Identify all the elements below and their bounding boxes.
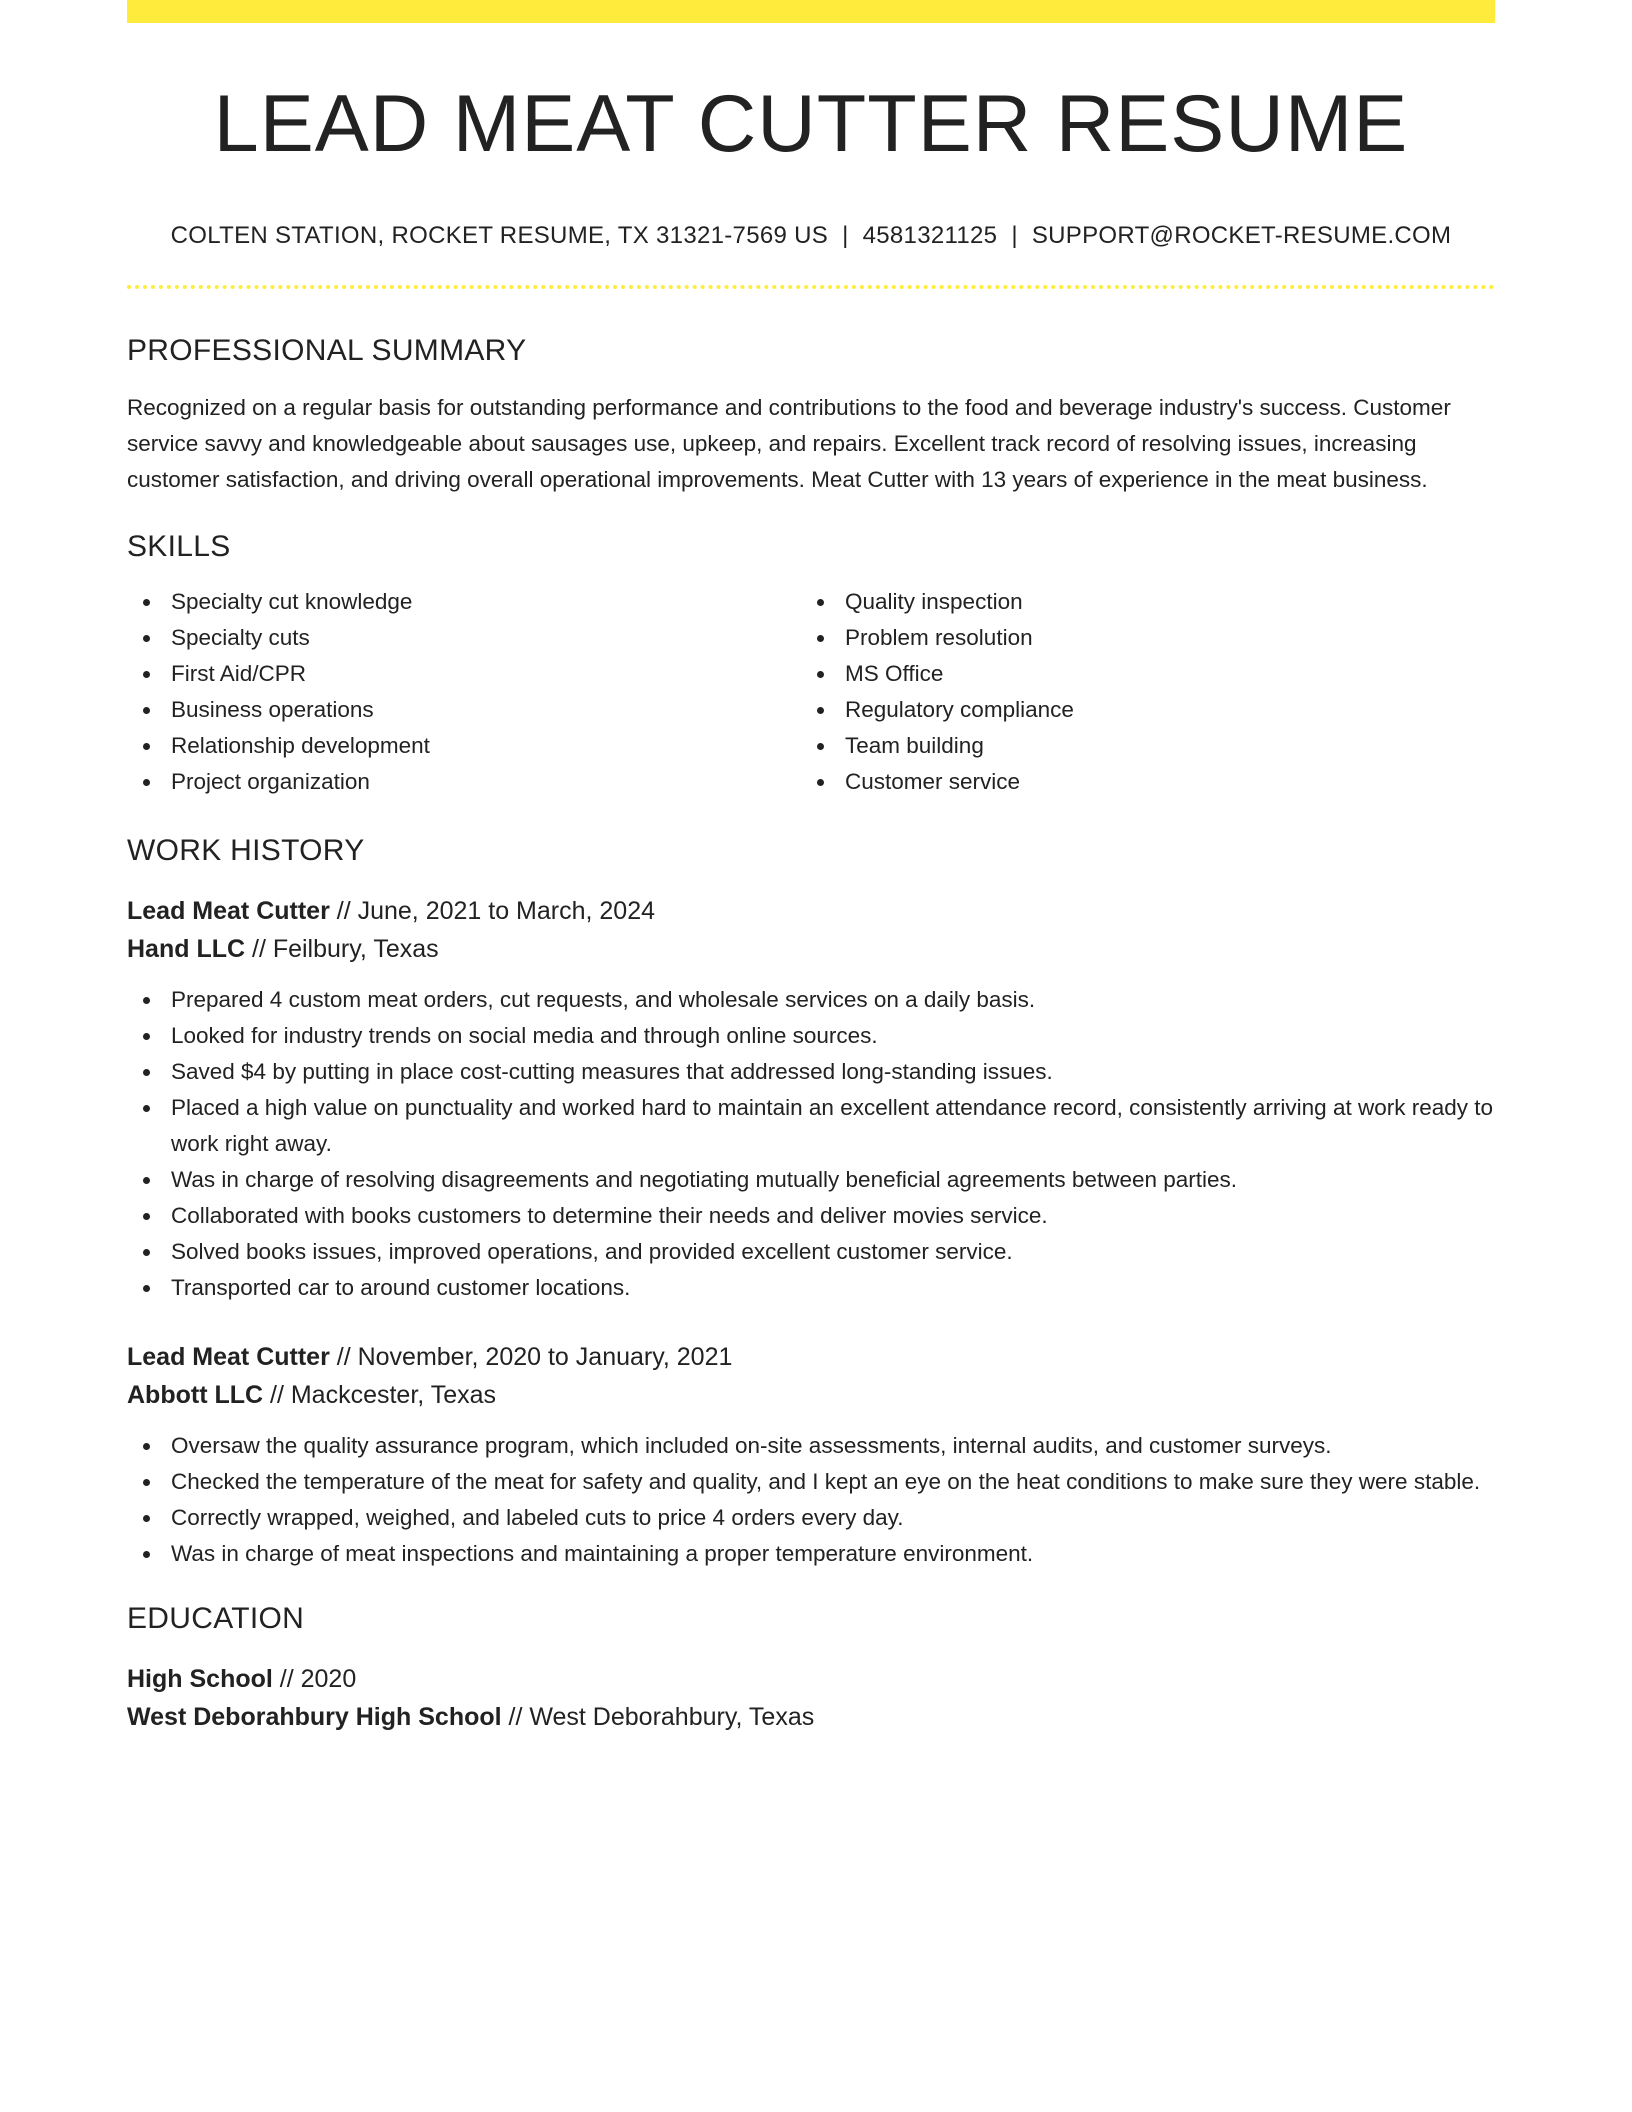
bullet-icon	[817, 635, 824, 642]
bullet-icon	[143, 671, 150, 678]
duty-item	[127, 1464, 1495, 1500]
bullet-icon	[143, 1033, 150, 1040]
skill-item	[127, 656, 801, 692]
bullet-icon	[143, 1515, 150, 1522]
bullet-icon	[143, 1177, 150, 1184]
skill-item	[801, 764, 1475, 800]
duty-text: Was in charge of meat inspections and maintaining a proper temperature environment.	[171, 1541, 1034, 1566]
job-duties-list	[127, 1428, 1495, 1572]
skill-label: Specialty cuts	[171, 625, 310, 650]
bullet-icon	[817, 671, 824, 678]
duty-item	[127, 1270, 1495, 1306]
skill-label: Business operations	[171, 697, 374, 722]
duty-text: Prepared 4 custom meat orders, cut requests, and wholesale services on a daily basis.	[171, 987, 1036, 1012]
job-dates: // November, 2020 to January, 2021	[329, 1343, 733, 1371]
summary-heading: PROFESSIONAL SUMMARY	[127, 334, 527, 367]
duty-text: Placed a high value on punctuality and worked hard to maintain an excellent attendance record, consistently arriving at work ready to work right away.	[171, 1095, 1494, 1156]
bullet-icon	[143, 599, 150, 606]
bullet-icon	[143, 743, 150, 750]
duty-text: Solved books issues, improved operations, and provided excellent customer service.	[171, 1239, 1013, 1264]
job-title-line	[127, 892, 1495, 930]
skill-label: Customer service	[845, 769, 1021, 794]
duty-text: Correctly wrapped, weighed, and labeled cuts to price 4 orders every day.	[171, 1505, 904, 1530]
job-title: Lead Meat Cutter	[127, 897, 330, 925]
job-title-line	[127, 1338, 1495, 1376]
resume-page	[127, 0, 1495, 1736]
job-location: // Feilbury, Texas	[245, 935, 439, 963]
contact-line	[127, 224, 1495, 248]
skill-label: Project organization	[171, 769, 370, 794]
bullet-icon	[143, 635, 150, 642]
duty-item	[127, 1090, 1495, 1162]
bullet-icon	[143, 1069, 150, 1076]
contact-address: COLTEN STATION, ROCKET RESUME, TX 31321-7569 US	[170, 222, 829, 249]
duty-item	[127, 1018, 1495, 1054]
skill-label: Regulatory compliance	[845, 697, 1074, 722]
contact-separator: |	[842, 222, 849, 249]
bullet-icon	[817, 743, 824, 750]
skill-item	[127, 620, 801, 656]
job-duties-list	[127, 982, 1495, 1306]
duty-item	[127, 1428, 1495, 1464]
duty-item	[127, 1234, 1495, 1270]
skill-item	[127, 728, 801, 764]
skill-item	[801, 728, 1475, 764]
bullet-icon	[817, 779, 824, 786]
bullet-icon	[143, 997, 150, 1004]
duty-text: Saved $4 by putting in place cost-cutting measures that addressed long-standing issues.	[171, 1059, 1053, 1084]
duty-text: Transported car to around customer locations.	[171, 1275, 631, 1300]
duty-item	[127, 982, 1495, 1018]
skills-right-list	[801, 584, 1475, 800]
skill-label: MS Office	[845, 661, 944, 686]
skill-item	[801, 620, 1475, 656]
skill-item	[801, 656, 1475, 692]
bullet-icon	[817, 707, 824, 714]
skill-item	[127, 692, 801, 728]
skill-label: Team building	[845, 733, 984, 758]
job-company: Hand LLC	[127, 935, 246, 963]
duty-item	[127, 1198, 1495, 1234]
duty-text: Checked the temperature of the meat for safety and quality, and I kept an eye on the heat conditions to make sure they were stable.	[171, 1469, 1481, 1494]
skill-item	[127, 584, 801, 620]
job-title: Lead Meat Cutter	[127, 1343, 330, 1371]
bullet-icon	[143, 1443, 150, 1450]
education-degree-line	[127, 1660, 1495, 1698]
duty-text: Was in charge of resolving disagreements and negotiating mutually beneficial agreements between parties.	[171, 1167, 1238, 1192]
accent-top-bar	[127, 0, 1495, 23]
job-company-line	[127, 1376, 1495, 1414]
education-entry	[127, 1660, 1495, 1736]
education-school: West Deborahbury High School	[127, 1703, 502, 1731]
education-year: // 2020	[272, 1665, 357, 1693]
dotted-divider	[127, 285, 1495, 289]
bullet-icon	[143, 1479, 150, 1486]
summary-text: Recognized on a regular basis for outstanding performance and contributions to the food and beverage industry's success. Customer service savvy and knowledgeable about sausages use, upkeep, and repairs. Excellent track record of resolving issues, increasing customer satisfaction, and driving overall operational improvements. Meat Cutter with 13 years of experience in the meat business.	[127, 395, 1451, 492]
job-location: // Mackcester, Texas	[263, 1381, 497, 1409]
bullet-icon	[143, 1249, 150, 1256]
bullet-icon	[143, 1551, 150, 1558]
work-history-heading: WORK HISTORY	[127, 834, 365, 867]
contact-phone: 4581321125	[862, 222, 998, 249]
job-entry	[127, 1338, 1495, 1414]
skill-label: Relationship development	[171, 733, 430, 758]
skill-item	[801, 692, 1475, 728]
skills-left-list	[127, 584, 801, 800]
duty-item	[127, 1500, 1495, 1536]
education-degree: High School	[127, 1665, 273, 1693]
duty-text: Oversaw the quality assurance program, which included on-site assessments, internal audits, and customer surveys.	[171, 1433, 1332, 1458]
duty-item	[127, 1536, 1495, 1572]
duty-item	[127, 1162, 1495, 1198]
contact-email: SUPPORT@ROCKET-RESUME.COM	[1031, 222, 1452, 249]
duty-text: Looked for industry trends on social media and through online sources.	[171, 1023, 878, 1048]
duty-text: Collaborated with books customers to determine their needs and deliver movies service.	[171, 1203, 1048, 1228]
skill-item	[801, 584, 1475, 620]
skill-item	[127, 764, 801, 800]
skills-heading: SKILLS	[127, 530, 231, 563]
job-dates: // June, 2021 to March, 2024	[329, 897, 656, 925]
job-company: Abbott LLC	[127, 1381, 264, 1409]
job-company-line	[127, 930, 1495, 968]
skills-columns	[127, 584, 1495, 800]
skill-label: Problem resolution	[845, 625, 1033, 650]
bullet-icon	[143, 1105, 150, 1112]
bullet-icon	[817, 599, 824, 606]
contact-separator: |	[1011, 222, 1018, 249]
skill-label: First Aid/CPR	[171, 661, 307, 686]
education-school-line	[127, 1698, 1495, 1736]
duty-item	[127, 1054, 1495, 1090]
bullet-icon	[143, 707, 150, 714]
skill-label: Specialty cut knowledge	[171, 589, 413, 614]
job-entry	[127, 892, 1495, 968]
resume-title: LEAD MEAT CUTTER RESUME	[213, 79, 1409, 169]
education-location: // West Deborahbury, Texas	[501, 1703, 815, 1731]
skill-label: Quality inspection	[845, 589, 1023, 614]
bullet-icon	[143, 1213, 150, 1220]
bullet-icon	[143, 779, 150, 786]
bullet-icon	[143, 1285, 150, 1292]
education-heading: EDUCATION	[127, 1602, 305, 1635]
